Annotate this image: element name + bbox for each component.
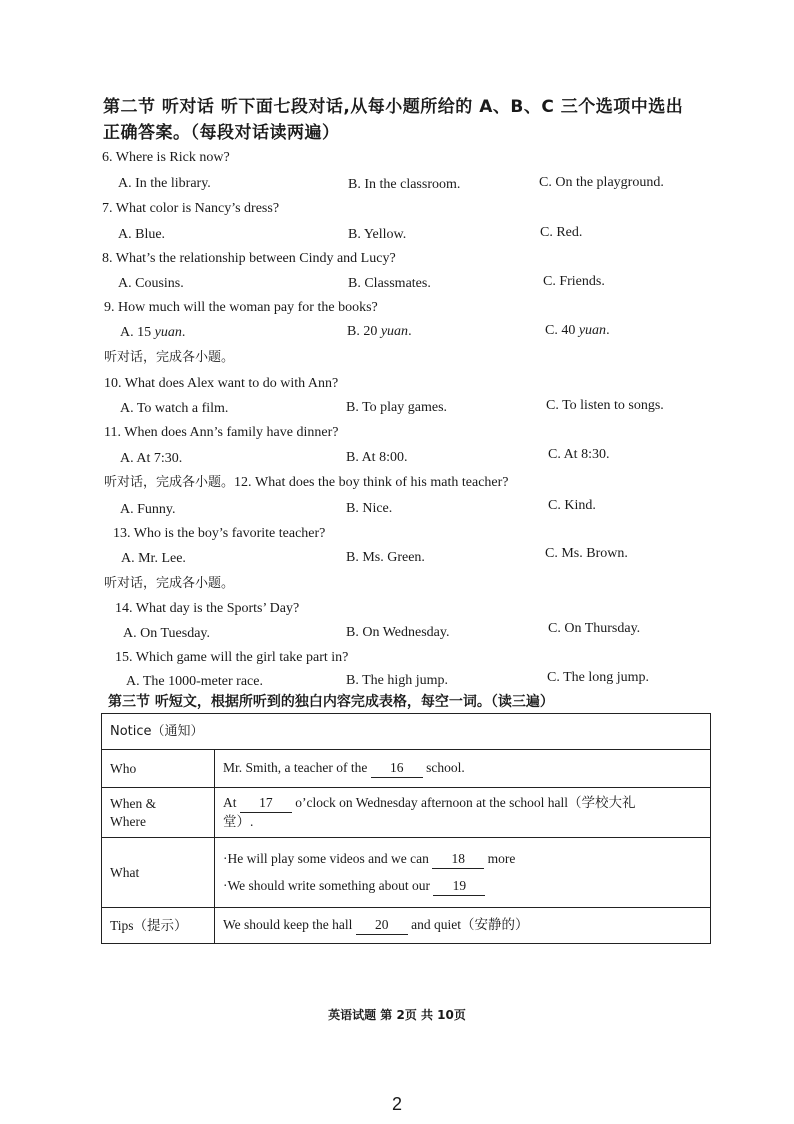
- notice-header: Notice（通知）: [102, 714, 711, 750]
- q12-option-c: C. Kind.: [548, 498, 596, 513]
- page-footer: 英语试题 第 2页 共 10页: [328, 1008, 466, 1022]
- question-9: 9. How much will the woman pay for the books?: [104, 300, 378, 315]
- who-label: Who: [102, 750, 215, 788]
- q8-option-b: B. Classmates.: [348, 276, 431, 291]
- tips-label: Tips（提示）: [102, 908, 215, 944]
- who-content: Mr. Smith, a teacher of the 16 school.: [215, 750, 711, 788]
- question-12: 12. What does the boy think of his math teacher?: [234, 475, 509, 490]
- q11-option-a: A. At 7:30.: [120, 451, 183, 466]
- q9-option-c: C. 40 yuan.: [545, 323, 610, 338]
- q13-option-a: A. Mr. Lee.: [121, 551, 186, 566]
- section2-title-line2: 正确答案。（每段对话读两遍）: [103, 123, 340, 143]
- table-row-what: [102, 838, 711, 908]
- q6-option-b: B. In the classroom.: [348, 177, 461, 192]
- question-6: 6. Where is Rick now?: [102, 150, 230, 165]
- what-content: ·He will play some videos and we can 18 more ·We should write something about our 19: [215, 838, 711, 908]
- q14-option-c: C. On Thursday.: [548, 621, 641, 636]
- q8-option-c: C. Friends.: [543, 274, 605, 289]
- blank-17: 17: [240, 794, 292, 813]
- table-row-when-where: [102, 788, 711, 838]
- q7-option-b: B. Yellow.: [348, 227, 407, 242]
- table-row-who: [102, 750, 711, 788]
- blank-16: 16: [371, 759, 423, 778]
- q6-option-c: C. On the playground.: [539, 175, 664, 190]
- table-row-tips: [102, 908, 711, 944]
- section2-title-line1: 第二节 听对话 听下面七段对话,从每小题所给的 A、B、C 三个选项中选出: [103, 97, 684, 117]
- section3-title: 第三节 听短文，根据所听到的独白内容完成表格，每空一词。（读三遍）: [108, 694, 554, 710]
- q15-option-a: A. The 1000-meter race.: [126, 674, 263, 689]
- q14-option-b: B. On Wednesday.: [346, 625, 450, 640]
- listen-instruction-2: 听对话，完成各小题。: [104, 475, 235, 490]
- blank-18: 18: [432, 850, 484, 869]
- q10-option-c: C. To listen to songs.: [546, 398, 664, 413]
- q8-option-a: A. Cousins.: [118, 276, 184, 291]
- q9-option-b: B. 20 yuan.: [347, 324, 412, 339]
- q7-option-c: C. Red.: [540, 225, 583, 240]
- q10-option-a: A. To watch a film.: [120, 401, 229, 416]
- what-label: What: [102, 838, 215, 908]
- question-7: 7. What color is Nancy’s dress?: [102, 201, 280, 216]
- page-number: 2: [391, 1094, 402, 1114]
- tips-content: We should keep the hall 20 and quiet（安静的）: [215, 908, 711, 944]
- q6-option-a: A. In the library.: [118, 176, 211, 191]
- question-13: 13. Who is the boy’s favorite teacher?: [113, 526, 326, 541]
- q15-option-c: C. The long jump.: [547, 670, 650, 685]
- listen-instruction-3: 听对话，完成各小题。: [104, 576, 235, 591]
- question-14: 14. What day is the Sports’ Day?: [115, 601, 300, 616]
- q12-option-a: A. Funny.: [120, 502, 176, 517]
- q12-option-b: B. Nice.: [346, 501, 393, 516]
- q9-option-a: A. 15 yuan.: [120, 325, 186, 340]
- q11-option-c: C. At 8:30.: [548, 447, 610, 462]
- question-12-line: [104, 474, 509, 492]
- when-where-label: When & Where: [102, 788, 215, 838]
- q10-option-b: B. To play games.: [346, 400, 448, 415]
- q7-option-a: A. Blue.: [118, 227, 166, 242]
- q15-option-b: B. The high jump.: [346, 673, 449, 688]
- blank-19: 19: [433, 877, 485, 896]
- q11-option-b: B. At 8:00.: [346, 450, 408, 465]
- q14-option-a: A. On Tuesday.: [123, 626, 210, 641]
- listen-instruction-1: 听对话，完成各小题。: [104, 350, 235, 365]
- blank-20: 20: [356, 916, 408, 935]
- table-row-header: [102, 714, 711, 750]
- notice-table: [101, 713, 711, 944]
- question-10: 10. What does Alex want to do with Ann?: [104, 376, 339, 391]
- question-11: 11. When does Ann’s family have dinner?: [104, 425, 339, 440]
- q13-option-b: B. Ms. Green.: [346, 550, 425, 565]
- question-8: 8. What’s the relationship between Cindy and Lucy?: [102, 251, 396, 266]
- when-where-content: At 17 o’clock on Wednesday afternoon at the school hall（学校大礼 堂）.: [215, 788, 711, 838]
- question-15: 15. Which game will the girl take part in?: [115, 650, 349, 665]
- q13-option-c: C. Ms. Brown.: [545, 546, 628, 561]
